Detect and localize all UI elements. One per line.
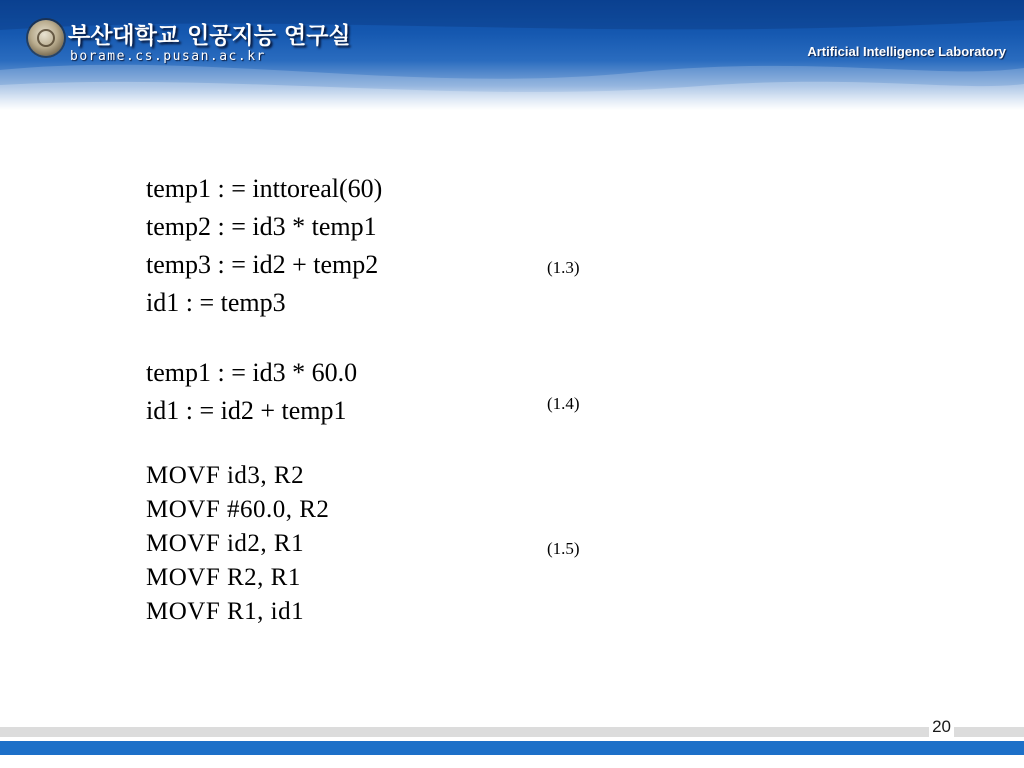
header-banner — [0, 0, 1024, 110]
lab-title-english: Artificial Intelligence Laboratory — [807, 44, 1006, 59]
equation-number: (1.4) — [547, 394, 580, 413]
footer-divider-light — [0, 727, 1024, 737]
asm-line: MOVF #60.0, R2 — [146, 496, 330, 523]
university-seal-icon — [28, 20, 64, 56]
asm-line: MOVF id2, R1 — [146, 530, 305, 557]
lab-title-korean: 부산대학교 인공지능 연구실 — [68, 23, 351, 49]
code-line: id1 : = id2 + temp1 — [146, 396, 347, 425]
code-line: temp1 : = inttoreal(60) — [146, 174, 383, 203]
asm-line: MOVF R1, id1 — [146, 598, 305, 625]
page-number: 20 — [929, 717, 954, 737]
lab-url: borame.cs.pusan.ac.kr — [70, 49, 266, 64]
code-line: temp2 : = id3 * temp1 — [146, 212, 377, 241]
equation-number: (1.3) — [547, 258, 580, 277]
equation-number: (1.5) — [547, 539, 580, 558]
asm-line: MOVF R2, R1 — [146, 564, 301, 591]
code-line: id1 : = temp3 — [146, 288, 286, 317]
code-line: temp1 : = id3 * 60.0 — [146, 358, 358, 387]
asm-line: MOVF id3, R2 — [146, 462, 305, 489]
code-line: temp3 : = id2 + temp2 — [146, 250, 379, 279]
footer-divider-blue — [0, 741, 1024, 755]
